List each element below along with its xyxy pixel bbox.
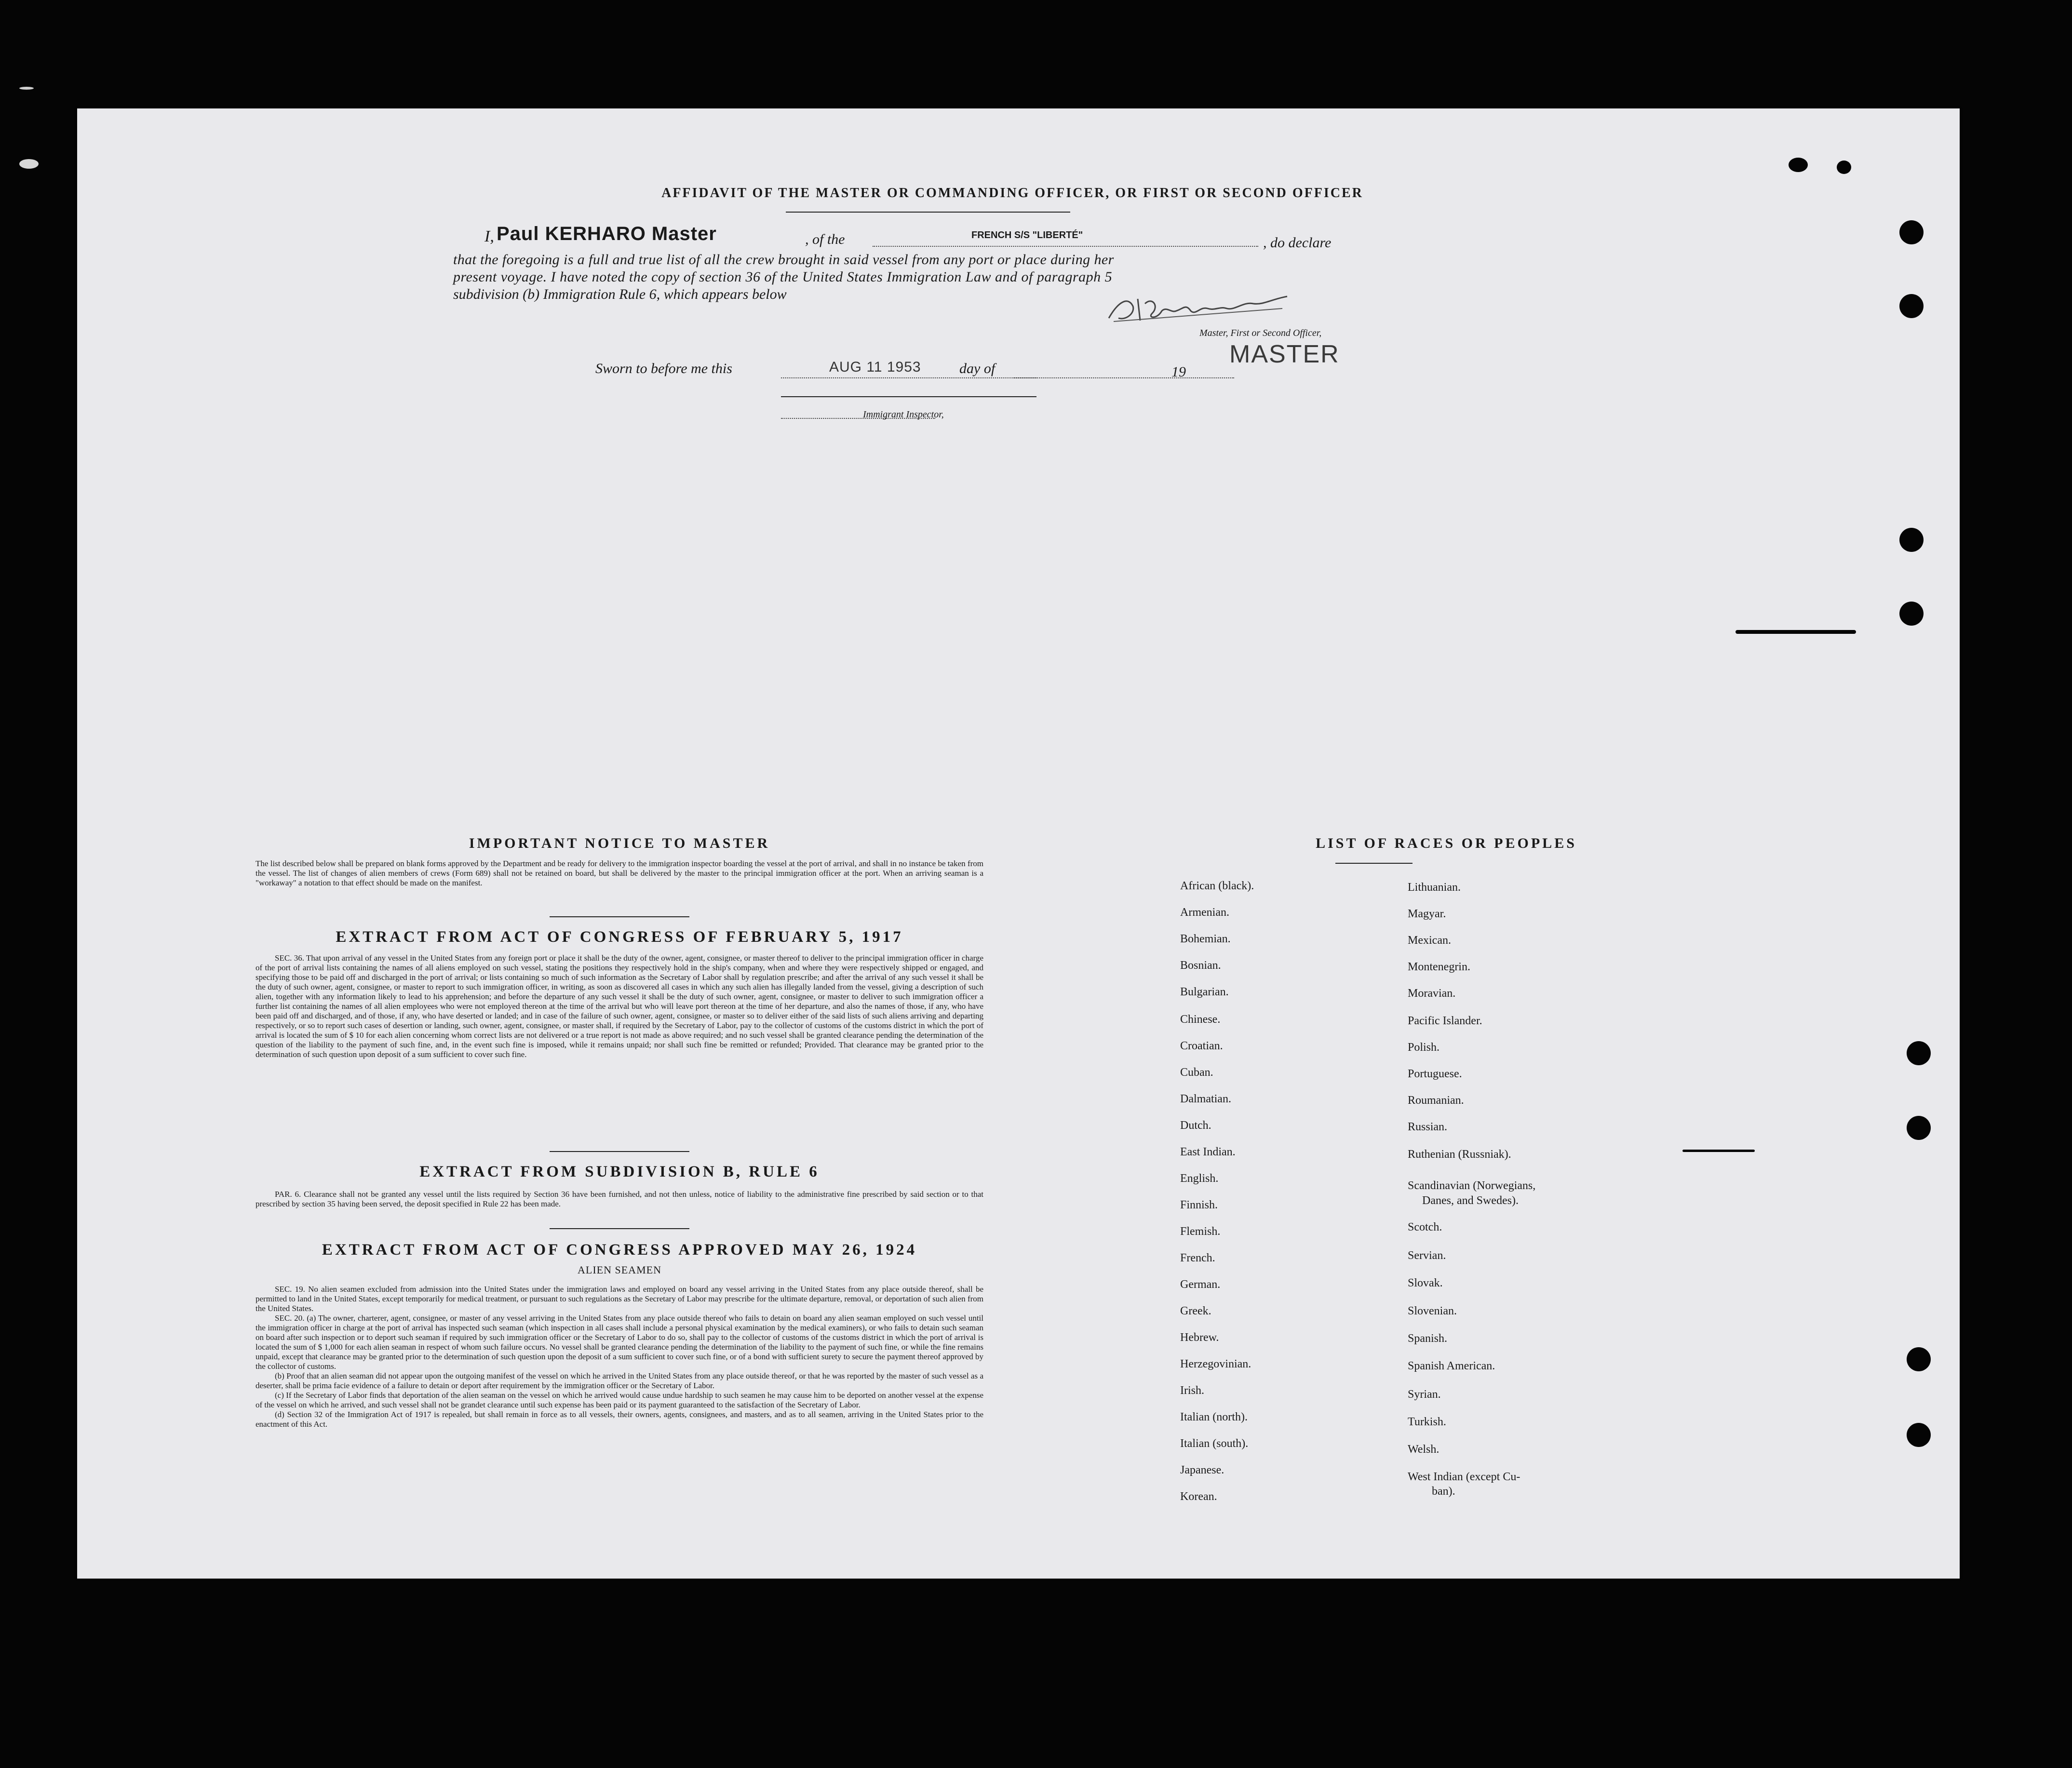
- declaration-do-declare: , do declare: [1263, 235, 1332, 251]
- race-right-item: ban).: [1432, 1485, 1455, 1498]
- sworn-date-line: [781, 377, 1036, 378]
- master-name: Paul KERHARO Master: [497, 223, 717, 244]
- race-right-item: Pacific Islander.: [1408, 1015, 1482, 1027]
- race-left-item: Bohemian.: [1180, 933, 1231, 945]
- scan-streak: [1736, 630, 1856, 634]
- race-right-item: Roumanian.: [1408, 1094, 1464, 1107]
- race-left-item: French.: [1180, 1252, 1215, 1264]
- races-title-underline: [1335, 863, 1413, 864]
- race-right-item: Polish.: [1408, 1041, 1440, 1054]
- race-right-item: Lithuanian.: [1408, 881, 1461, 894]
- notice-title: IMPORTANT NOTICE TO MASTER: [469, 835, 770, 851]
- extract-1917-body: SEC. 36. That upon arrival of any vessel in the United States from any foreign port or place it shall be the duty of the owner, agent, consignee, or master thereof to deliver to the principal immigration officer in charge of the port of arrival lists containing the names of all aliens employed on such vessel, stating the positions they respectively hold in the ship's company, when and where they were respectively shipped or engaged, and specifying those to be paid off and discharged in the port of arrival; or lists containing so much of such information as the Secretary of Labor shall by regulation prescribe; and after the arrival of any such vessel it shall be the duty of such owner, agent, consignee, or master to report to such immigration officer, in writing, as soon as discovered all cases in which any such alien has illegally landed from the vessel, giving a description of such alien, together with any information likely to lead to his apprehension; and before the departure of any such vessel it shall be the duty of such owner, agent, consignee, or master to deliver to such immigration officer a further list containing the names of all alien employees who were not employed thereon at the time of the arrival but who will leave port thereon at the time of her departure, and also the names of those, if any, who have been paid off and discharged, and of those, if any, who have deserted or landed; and in case of the failure of such owner, agent, consignee, or master so to deliver either of the said lists of such aliens arriving and departing respectively, or so to report such cases of desertion or landing, such owner, agent, consignee, or master shall, if required by the Secretary of Labor, pay to the collector of customs of the customs district in which the port of arrival is located the sum of $ 10 for each alien concerning whom correct lists are not delivered or a true report is not made as above required; and no such vessel shall be granted clearance pending the determination of the question of the liability to the payment of such fine, and, in the event such fine is imposed, while it remains unpaid; nor shall such fine be remitted or refunded; Provided. That clearance may be granted prior to the determination of such question upon deposit of a sum sufficient to cover such fine.: [256, 953, 983, 1059]
- declaration-line-4: subdivision (b) Immigration Rule 6, which appears below: [453, 286, 787, 302]
- declaration-line-3: present voyage. I have noted the copy of section 36 of the United States Immigration Law and of paragraph 5: [453, 269, 1113, 285]
- vessel-name: FRENCH S/S "LIBERTÉ": [971, 230, 1083, 241]
- race-right-item: Slovak.: [1408, 1277, 1443, 1289]
- month-line: [1012, 377, 1234, 378]
- races-title: LIST OF RACES OR PEOPLES: [1316, 835, 1577, 851]
- edge-artifact: [19, 159, 39, 169]
- master-stamp: MASTER: [1229, 340, 1340, 368]
- race-left-item: Japanese.: [1180, 1464, 1224, 1476]
- extract-1924-sec20b: (b) Proof that an alien seaman did not appear upon the outgoing manifest of the vessel on which he arrived in the United States from any place outside thereof, or that he was reported by the master of such vessel as a deserter, shall be prima facie evidence of a failure to detain or deport after requirement by the immigration officer or the Secretary of Labor.: [256, 1371, 983, 1390]
- race-right-item: West Indian (except Cu-: [1408, 1471, 1520, 1483]
- extract-1924-title: EXTRACT FROM ACT OF CONGRESS APPROVED MAY 26, 1924: [322, 1241, 917, 1259]
- extract-1917-title: EXTRACT FROM ACT OF CONGRESS OF FEBRUARY 5, 1917: [336, 928, 903, 946]
- race-left-item: Bosnian.: [1180, 959, 1221, 972]
- race-left-item: Finnish.: [1180, 1199, 1218, 1211]
- punch-hole: [1907, 1116, 1931, 1140]
- officer-caption: Master, First or Second Officer,: [1199, 328, 1322, 338]
- notice-divider: [550, 916, 689, 917]
- race-left-item: East Indian.: [1180, 1146, 1236, 1158]
- race-left-item: Hebrew.: [1180, 1331, 1219, 1344]
- extract-1924-sec20c: (c) If the Secretary of Labor finds that deportation of the alien seaman on the vessel on which he arrived would cause undue hardship to such seamen he may cause him to be deported on another vessel at the expense of the vessel on which he arrived, and such vessel shall not be grandet clearance until such expense has been paid or its payment guaranteed to the satisfaction of the Secretary of Labor.: [256, 1391, 983, 1409]
- race-right-item: Danes, and Swedes).: [1422, 1194, 1519, 1207]
- race-right-item: Scandinavian (Norwegians,: [1408, 1179, 1536, 1192]
- affidavit-title: AFFIDAVIT OF THE MASTER OR COMMANDING OFFICER, OR FIRST OR SECOND OFFICER: [661, 186, 1363, 201]
- declaration-line-2: that the foregoing is a full and true list of all the crew brought in said vessel from any port or place during her: [453, 252, 1114, 268]
- extract-1924-subtitle: ALIEN SEAMEN: [578, 1264, 661, 1276]
- race-left-item: Dalmatian.: [1180, 1093, 1231, 1105]
- inspector-caption: Immigrant Inspector,: [863, 409, 944, 420]
- day-of-label: day of: [959, 361, 996, 376]
- punch-hole: [1907, 1041, 1931, 1065]
- ink-speck: [1837, 161, 1851, 174]
- race-right-item: Mexican.: [1408, 934, 1451, 947]
- punch-hole: [1899, 602, 1924, 626]
- extract-rule6-title: EXTRACT FROM SUBDIVISION B, RULE 6: [419, 1163, 820, 1180]
- master-signature: [1099, 292, 1292, 330]
- race-right-item: Russian.: [1408, 1121, 1448, 1133]
- race-right-item: Welsh.: [1408, 1443, 1440, 1456]
- punch-hole: [1899, 294, 1924, 318]
- declarant-i: I,: [484, 228, 494, 245]
- race-left-item: Chinese.: [1180, 1013, 1221, 1026]
- year-prefix: 19: [1171, 364, 1186, 380]
- race-left-item: Croatian.: [1180, 1040, 1223, 1052]
- race-right-item: Spanish American.: [1408, 1360, 1495, 1372]
- race-right-item: Slovenian.: [1408, 1305, 1457, 1317]
- extract-1924-sec20d: (d) Section 32 of the Immigration Act of 1917 is repealed, but shall remain in force as to all vessels, their owners, agents, consignees, and masters, and as to all seamen, arriving in the United States prior to the enactment of this Act.: [256, 1410, 983, 1429]
- race-left-item: Flemish.: [1180, 1225, 1221, 1238]
- race-left-item: Cuban.: [1180, 1066, 1213, 1079]
- race-right-item: Servian.: [1408, 1249, 1446, 1262]
- race-left-item: German.: [1180, 1278, 1221, 1291]
- race-left-item: English.: [1180, 1172, 1219, 1185]
- race-left-item: Italian (south).: [1180, 1437, 1249, 1450]
- race-left-item: Bulgarian.: [1180, 986, 1229, 998]
- race-left-item: Armenian.: [1180, 906, 1229, 919]
- punch-hole: [1907, 1347, 1931, 1371]
- extract-rule6-divider: [550, 1228, 689, 1229]
- race-left-item: Italian (north).: [1180, 1411, 1248, 1423]
- vessel-line: [873, 246, 1258, 247]
- notice-body: The list described below shall be prepared on blank forms approved by the Department and be ready for delivery to the immigration inspector boarding the vessel at the port of arrival, and shall in no instance be taken from the vessel. The list of changes of alien members of crews (Form 689) shall not be retained on board, but shall be delivered by the master to the principal immigration officer at the port. When an arriving seaman is a "workaway" a notation to that effect should be made on the manifest.: [256, 859, 983, 887]
- extract-1924-body: [256, 1285, 983, 1429]
- extract-1917-divider: [550, 1151, 689, 1152]
- race-left-item: Korean.: [1180, 1490, 1217, 1503]
- sworn-date-stamp: AUG 11 1953: [829, 359, 921, 375]
- race-left-item: Herzegovinian.: [1180, 1358, 1251, 1370]
- title-underline: [786, 212, 1070, 213]
- ink-speck: [1789, 158, 1808, 172]
- race-left-item: Irish.: [1180, 1384, 1204, 1397]
- declaration-of-the: , of the: [805, 231, 845, 247]
- inspector-signature-line: [781, 396, 1036, 397]
- extract-1924-sec20a: SEC. 20. (a) The owner, charterer, agent, consignee, or master of any vessel arriving in the United States from any place outside thereof who fails to detain on board any alien seaman employed on such vessel until the immigration officer in charge at the port of arrival has inspected such seaman (which inspection in all cases shall include a personal physical examination by the medical examiners), or who fails to detain such seaman on board after such inspection or to deport such seaman if required by such immigration officer or the Secretary of Labor to do so, shall pay to the collector of customs of the customs district in which the port of arrival is located the sum of $ 1,000 for each alien seaman in respect of whom such failure occurs. No vessel shall be granted clearance pending the determination of the liability to the payment of such fine, or while the fine remains unpaid, except that clearance may be granted prior to the determination of such question upon the deposit of a sum sufficient to cover such fine, or of a bond with sufficient surety to secure the payment thereof approved by the collector of customs.: [256, 1313, 983, 1371]
- race-right-item: Ruthenian (Russniak).: [1408, 1148, 1511, 1161]
- race-right-item: Spanish.: [1408, 1332, 1448, 1345]
- extract-rule6-body: PAR. 6. Clearance shall not be granted any vessel until the lists required by Section 36 have been furnished, and not then unless, notice of liability to the administrative fine prescribed by said section or to that prescribed by section 35 having been served, the deposit specified in Rule 22 has been made.: [256, 1190, 983, 1208]
- punch-hole: [1907, 1423, 1931, 1447]
- scan-streak: [1682, 1150, 1755, 1152]
- race-right-item: Magyar.: [1408, 908, 1446, 920]
- race-right-item: Portuguese.: [1408, 1068, 1462, 1080]
- race-right-item: Moravian.: [1408, 987, 1456, 1000]
- punch-hole: [1899, 220, 1924, 244]
- extract-1924-sec19: SEC. 19. No alien seamen excluded from admission into the United States under the immigration laws and employed on board any vessel arriving in the United States from any place outside thereof, shall be permitted to land in the United States, except temporarily for medical treatment, or pursuant to such regulations as the Secretary of Labor may prescribe for the ultimate departure, removal, or deportation of such alien from the United States.: [256, 1285, 983, 1313]
- affidavit-sheet: [77, 108, 1960, 1579]
- race-left-item: Dutch.: [1180, 1119, 1211, 1132]
- race-right-item: Montenegrin.: [1408, 961, 1470, 973]
- race-right-item: Turkish.: [1408, 1416, 1446, 1428]
- race-right-item: Scotch.: [1408, 1221, 1442, 1233]
- race-right-item: Syrian.: [1408, 1388, 1441, 1401]
- sworn-label: Sworn to before me this: [595, 361, 732, 376]
- punch-hole: [1899, 528, 1924, 552]
- edge-artifact: [19, 87, 34, 90]
- race-left-item: African (black).: [1180, 880, 1254, 892]
- race-left-item: Greek.: [1180, 1305, 1211, 1317]
